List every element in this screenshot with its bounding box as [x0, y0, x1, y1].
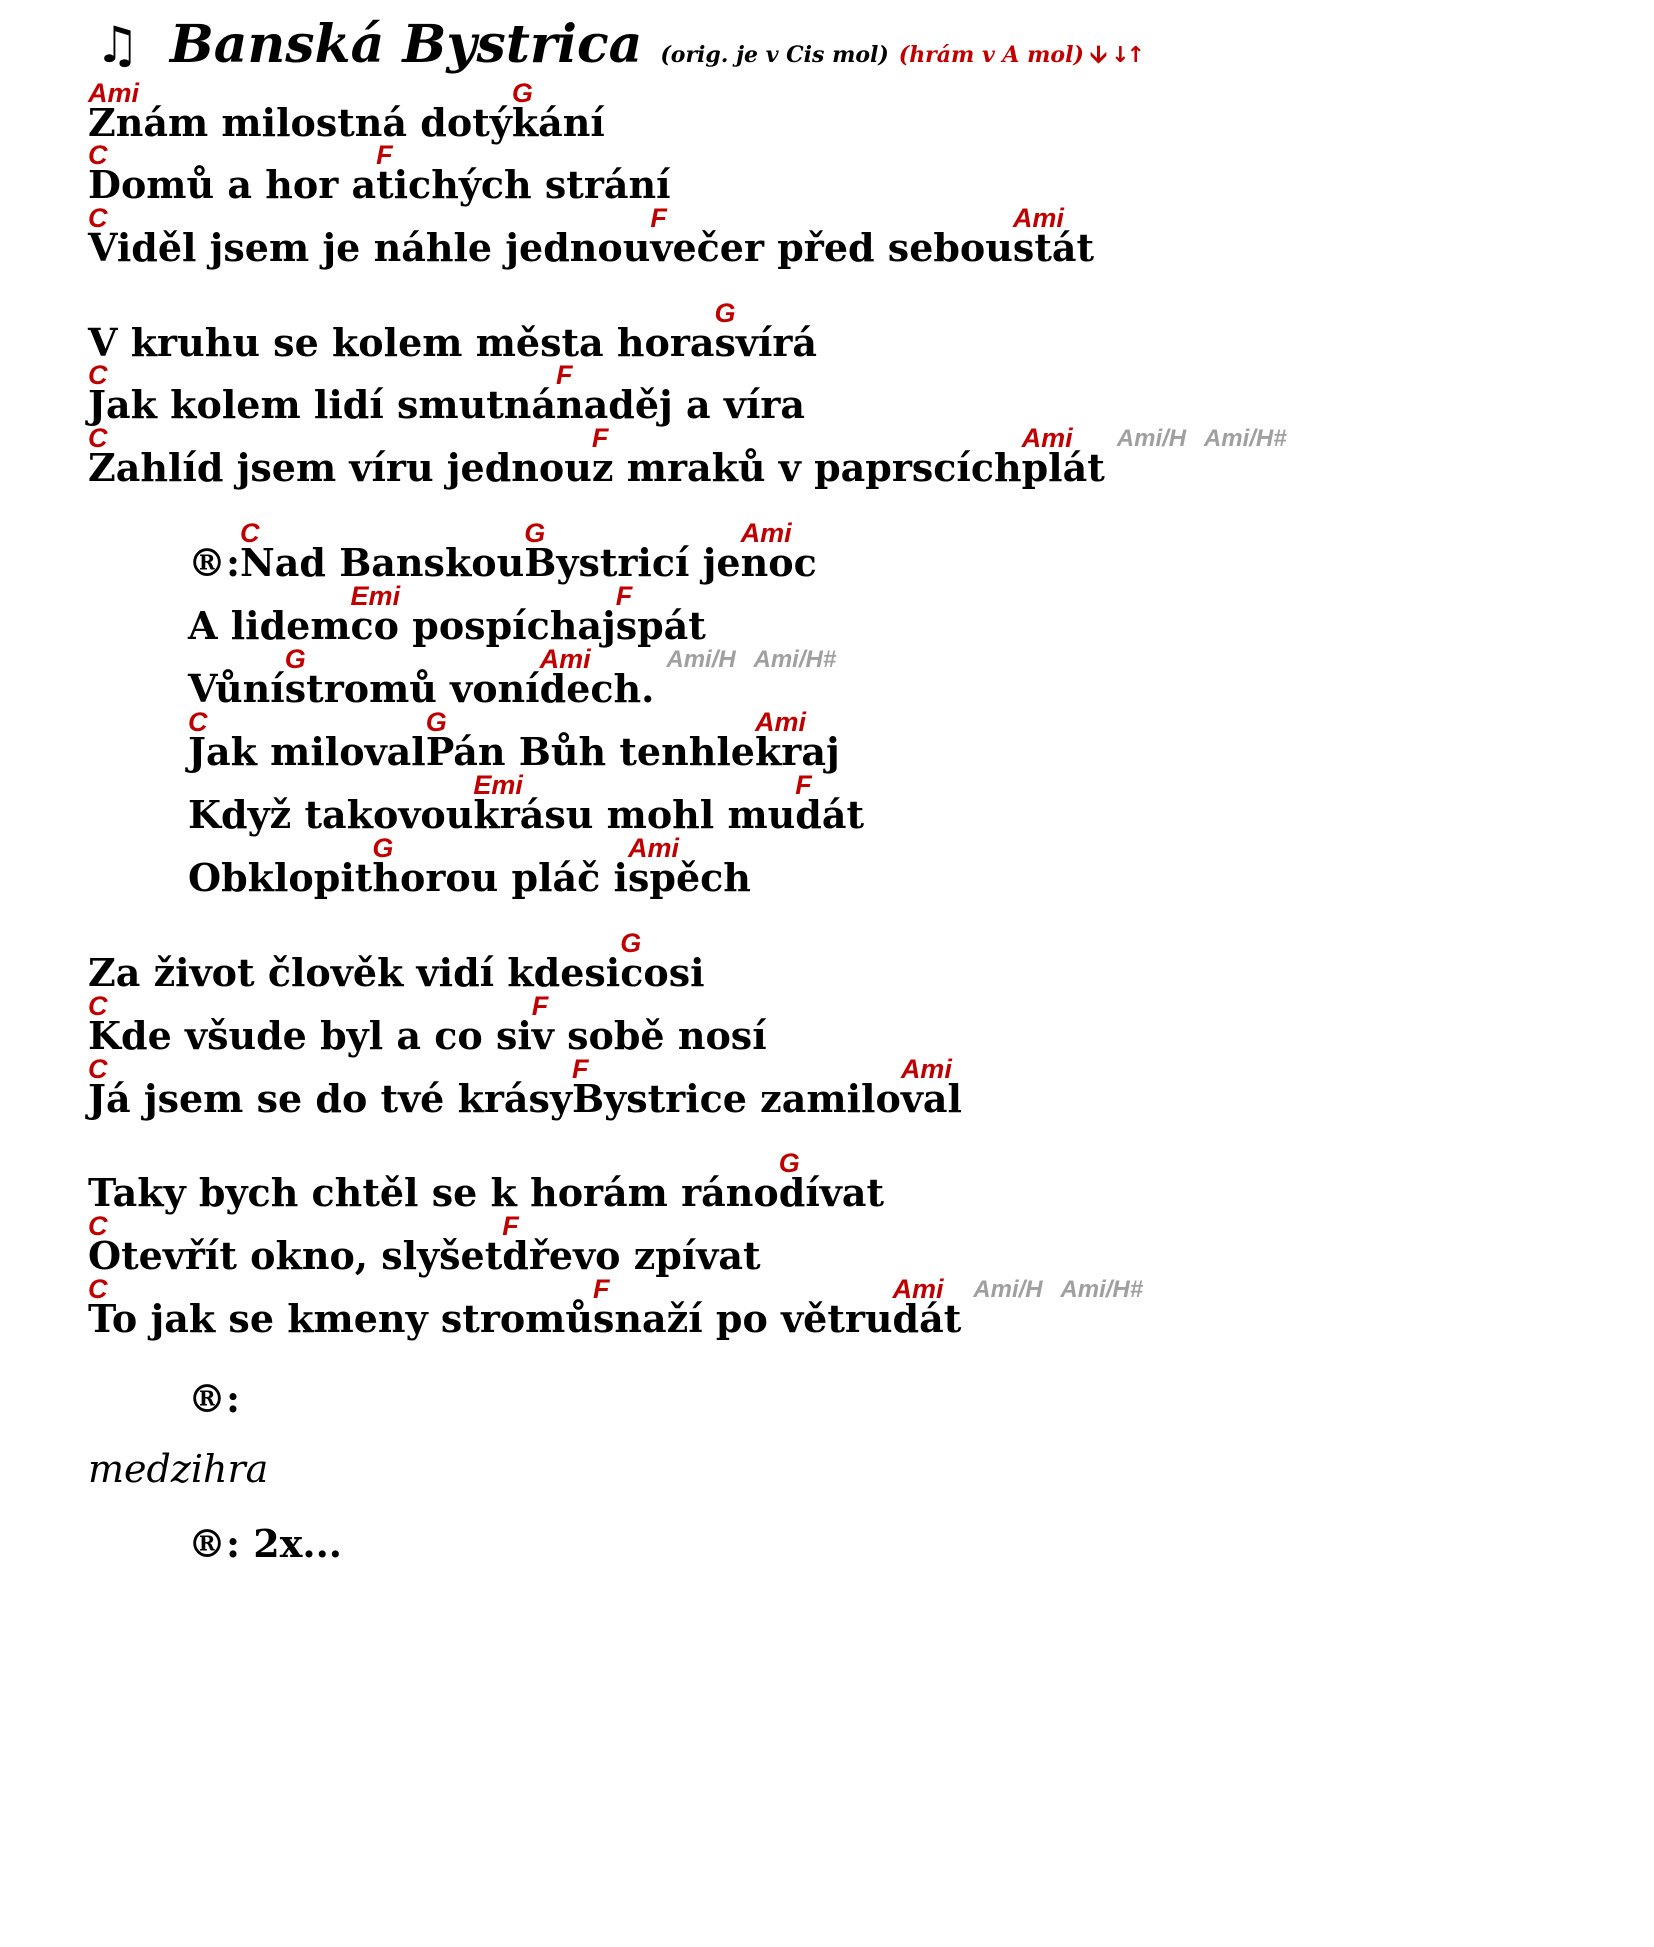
lyric-segment: [524, 518, 741, 585]
lyric-text: Vůní: [188, 666, 285, 711]
lyric-segment: [88, 1274, 594, 1341]
lyric-segment: [88, 140, 377, 207]
chord-label: C: [88, 991, 108, 1021]
chord-label: Ami: [1012, 203, 1064, 233]
lyric-line: [88, 1211, 761, 1278]
chord-label: G: [425, 707, 447, 737]
lyric-segment: [572, 1054, 901, 1121]
chord-label: Ami: [539, 644, 591, 674]
lyric-segment: [284, 644, 540, 711]
chord-label: C: [88, 1054, 108, 1084]
chord-label: F: [531, 991, 549, 1021]
transpose-down-icon[interactable]: 🡫: [1089, 40, 1108, 68]
lyric-segment: [188, 855, 373, 900]
song-title: Banská Bystrica: [169, 14, 643, 75]
chord-label: Ami: [900, 1054, 952, 1084]
lyric-line: [188, 644, 837, 711]
lyric-text: v sobě nosí: [531, 1013, 767, 1058]
chord-label: Ami: [740, 518, 792, 548]
lyric-segment: [88, 1054, 573, 1121]
chord-label: G: [284, 644, 306, 674]
lyric-text: z mraků v paprscích: [591, 445, 1022, 490]
chord-label: F: [572, 1054, 589, 1084]
lyric-text: svírá: [714, 320, 818, 365]
lyric-segment: [188, 603, 351, 648]
lyric-text: večer před sebou: [650, 225, 1013, 270]
transpose-updown-icon[interactable]: ↓↑: [1111, 43, 1142, 68]
lyric-text: dech.: [539, 666, 655, 711]
lyric-segment: [88, 950, 621, 995]
lyric-text: Otevřít okno, slyšet: [88, 1233, 503, 1278]
alternate-chords: Ami/H Ami/H#: [1116, 425, 1287, 452]
lyric-text: Taky bych chtěl se k horám ráno: [88, 1170, 779, 1215]
chord-label: Ami: [627, 833, 679, 863]
lyric-text: Viděl jsem je náhle jednou: [88, 225, 651, 270]
lyric-line: [88, 991, 767, 1058]
lyric-line: [188, 581, 706, 648]
chord-label: Ami: [1021, 423, 1073, 453]
lyric-segment: [88, 991, 532, 1058]
lyric-text: cosi: [620, 950, 705, 995]
lyric-segment: [88, 360, 557, 427]
lyric-text: plát: [1021, 445, 1105, 490]
lyric-text: dívat: [778, 1170, 885, 1215]
lyric-segment: [900, 1054, 962, 1121]
lyric-segment: [88, 78, 512, 145]
lyric-text: stát: [1012, 225, 1095, 270]
lyric-text: val: [900, 1076, 962, 1121]
chord-label: C: [88, 203, 108, 233]
chord-label: F: [795, 770, 812, 800]
music-note-icon: ♫: [95, 16, 140, 74]
lyric-text: ®:: [188, 540, 241, 585]
lyric-line: [188, 770, 865, 837]
lyric-text: kraj: [754, 729, 840, 774]
lyric-text: dřevo zpívat: [502, 1233, 761, 1278]
lyric-segment: [892, 1274, 962, 1341]
lyric-line: [188, 707, 840, 774]
lyric-text: spát: [615, 603, 706, 648]
lyric-line: [88, 78, 605, 145]
chord-label: C: [188, 707, 208, 737]
lyric-segment: [795, 770, 865, 837]
lyric-text: Bystrice zamilo: [572, 1076, 901, 1121]
lyric-text: Obklopit: [188, 855, 373, 900]
lyric-line: [88, 1054, 962, 1121]
lyric-segment: [740, 518, 817, 585]
lyric-text: V kruhu se kolem města hora: [88, 320, 715, 365]
lyric-line: [88, 928, 705, 995]
lyric-line: [88, 140, 671, 207]
chord-label: C: [88, 1274, 108, 1304]
lyric-segment: [714, 298, 818, 365]
lyric-segment: [188, 666, 285, 711]
lyric-segment: [188, 1521, 343, 1566]
alternate-chords: Ami/H Ami/H#: [973, 1276, 1144, 1303]
lyric-text: ®:: [188, 1376, 241, 1421]
lyric-line: [188, 518, 817, 585]
lyric-segment: [188, 1376, 241, 1421]
chord-label: F: [502, 1211, 519, 1241]
lyric-text: stromů voní: [284, 666, 540, 711]
chord-label: G: [511, 78, 533, 108]
lyric-segment: [591, 423, 1022, 490]
lyric-segment: [425, 707, 755, 774]
chord-label: F: [650, 203, 667, 233]
chord-label: C: [88, 1211, 108, 1241]
song-header: [95, 14, 1142, 78]
lyric-segment: [593, 1274, 893, 1341]
chord-label: F: [593, 1274, 610, 1304]
chord-label: F: [591, 423, 609, 453]
lyric-text: dát: [892, 1296, 962, 1341]
lyric-segment: [372, 833, 628, 900]
lyric-segment: [615, 581, 706, 648]
lyric-segment: [350, 581, 616, 648]
lyric-text: ®: 2x...: [188, 1521, 343, 1566]
chord-label: Ami: [754, 707, 806, 737]
lyric-segment: [778, 1148, 885, 1215]
lyric-text: horou pláč i: [372, 855, 628, 900]
chord-label: C: [88, 423, 108, 453]
lyric-segment: [502, 1211, 761, 1278]
chord-label: F: [556, 360, 573, 390]
lyric-segment: [650, 203, 1013, 270]
lyric-segment: [556, 360, 806, 427]
lyric-line: [188, 833, 751, 900]
chord-label: F: [376, 140, 393, 170]
original-key-note: (orig. je v Cis mol): [660, 42, 889, 68]
lyric-line: [88, 423, 1287, 490]
lyric-text: noc: [740, 540, 817, 585]
lyric-text: Kde všude byl a co si: [88, 1013, 532, 1058]
lyric-line: [188, 1376, 241, 1421]
lyric-segment: [539, 644, 655, 711]
lyric-text: spěch: [627, 855, 751, 900]
lyric-text: Jak kolem lidí smutná: [88, 382, 557, 427]
lyric-text: A lidem: [188, 603, 351, 648]
chord-label: G: [524, 518, 546, 548]
lyric-line: [88, 203, 1095, 270]
lyric-text: Jak miloval: [188, 729, 426, 774]
lyric-text: naděj a víra: [556, 382, 806, 427]
lyric-segment: [511, 78, 605, 145]
chord-label: Emi: [473, 770, 523, 800]
interlude-label: [88, 1447, 269, 1491]
lyric-text: Zahlíd jsem víru jednou: [88, 445, 592, 490]
lyric-text: Já jsem se do tvé krásy: [88, 1076, 573, 1121]
lyric-text: co pospíchaj: [350, 603, 616, 648]
lyric-segment: [1021, 423, 1105, 490]
lyric-segment: [620, 928, 705, 995]
lyric-segment: [188, 540, 241, 585]
lyric-segment: [88, 203, 651, 270]
lyric-text: To jak se kmeny stromů: [88, 1296, 594, 1341]
played-key-note: (hrám v A mol): [898, 42, 1084, 68]
lyric-segment: [88, 1447, 269, 1491]
chord-label: Ami: [88, 78, 140, 108]
lyric-line: [188, 1521, 343, 1566]
lyric-text: snaží po větru: [593, 1296, 893, 1341]
lyric-segment: [88, 1211, 503, 1278]
lyric-text: Pán Bůh tenhle: [425, 729, 755, 774]
lyric-line: [88, 1148, 885, 1215]
lyric-line: [88, 298, 818, 365]
lyric-text: Bystricí je: [524, 540, 741, 585]
alternate-chords: Ami/H Ami/H#: [666, 646, 837, 673]
chord-label: G: [714, 298, 736, 328]
chord-label: Ami: [892, 1274, 944, 1304]
lyric-segment: [1012, 203, 1095, 270]
lyric-text: krásu mohl mu: [473, 792, 796, 837]
lyric-line: [88, 360, 806, 427]
lyric-segment: [188, 707, 426, 774]
chord-label: G: [620, 928, 642, 958]
lyric-segment: [531, 991, 767, 1058]
lyric-text: Nad Banskou: [240, 540, 525, 585]
lyric-text: Domů a hor a: [88, 162, 377, 207]
lyric-segment: [754, 707, 840, 774]
chord-label: G: [778, 1148, 800, 1178]
lyric-segment: [240, 518, 525, 585]
lyric-segment: [188, 792, 474, 837]
chord-label: C: [88, 140, 108, 170]
lyric-segment: [88, 1170, 779, 1215]
lyric-segment: [376, 140, 671, 207]
chord-label: C: [240, 518, 260, 548]
lyric-segment: [473, 770, 796, 837]
lyric-text: Za život člověk vidí kdesi: [88, 950, 621, 995]
lyric-segment: [88, 423, 592, 490]
lyric-text: kání: [511, 100, 605, 145]
chord-label: Emi: [350, 581, 401, 611]
lyric-line: [88, 1274, 1144, 1341]
lyric-text: Znám milostná dotý: [88, 100, 512, 145]
chord-label: G: [372, 833, 394, 863]
lyric-text: dát: [795, 792, 865, 837]
chord-label: C: [88, 360, 108, 390]
chord-label: F: [615, 581, 633, 611]
lyric-text: tichých strání: [376, 162, 671, 207]
lyric-text: medzihra: [88, 1447, 269, 1491]
lyric-text: Když takovou: [188, 792, 474, 837]
lyric-segment: [88, 320, 715, 365]
lyric-segment: [627, 833, 751, 900]
